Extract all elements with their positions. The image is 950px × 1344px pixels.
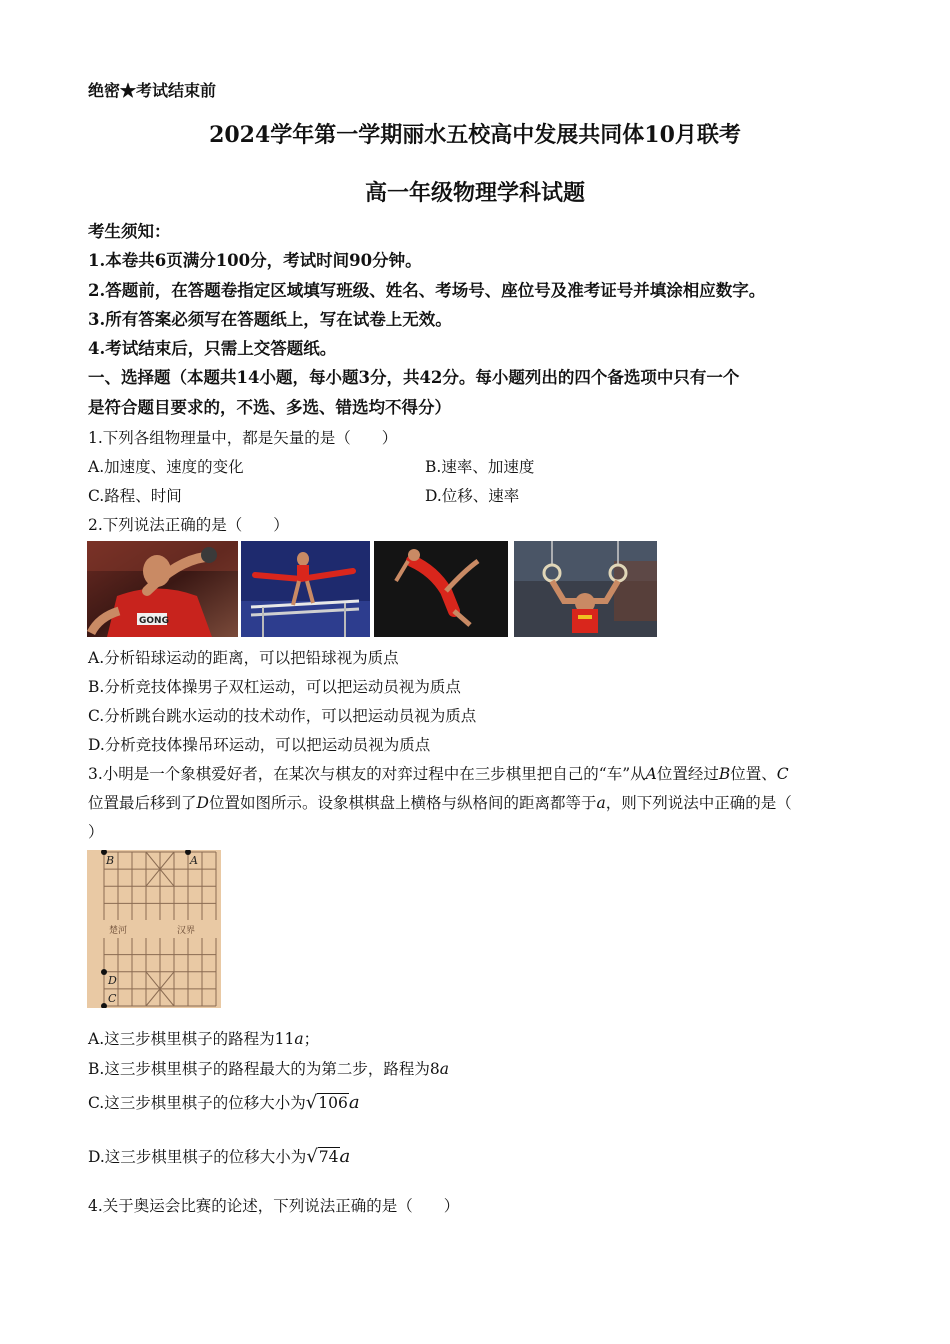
label-d: D xyxy=(108,974,117,987)
notice-item-3: 3.所有答案必须写在答题纸上，写在试卷上无效。 xyxy=(88,310,452,329)
q4-stem: 4.关于奥运会比赛的论述，下列说法正确的是（ ） xyxy=(88,1197,460,1215)
notice-heading: 考生须知： xyxy=(88,222,171,241)
diving-photo xyxy=(374,541,508,637)
label-b: B xyxy=(106,854,115,867)
rings-photo xyxy=(514,541,657,637)
jersey-text: GONG xyxy=(139,616,169,626)
sqrt-106: √106 xyxy=(305,1092,348,1113)
section-heading-line2: 是符合题目要求的，不选、多选、错选均不得分） xyxy=(88,398,451,417)
q3-stem-line1: 3.小明是一个象棋爱好者，在某次与棋友的对弈过程中在三步棋里把自己的“车”从A位置经过B位置、C xyxy=(88,765,789,783)
section-heading-line1: 一、选择题（本题共14小题，每小题3分，共42分。每小题列出的四个备选项中只有一个 xyxy=(88,368,740,387)
q2-option-d: D.分析竞技体操吊环运动，可以把运动员视为质点 xyxy=(88,736,431,754)
q3-option-b: B.这三步棋里棋子的路程最大的为第二步，路程为8a xyxy=(88,1060,449,1078)
river-left-label: 楚河 xyxy=(109,926,128,936)
q1-option-d: D.位移、速率 xyxy=(425,487,520,505)
shot-put-photo xyxy=(87,541,238,637)
exam-subtitle: 高一年级物理学科试题 xyxy=(364,180,585,206)
sqrt-74: √74 xyxy=(306,1146,339,1167)
point-d-dot xyxy=(101,969,107,975)
q1-stem: 1.下列各组物理量中，都是矢量的是（ ） xyxy=(88,429,398,447)
label-c: C xyxy=(108,992,117,1005)
chess-board-figure xyxy=(87,850,221,1008)
q1-option-c: C.路程、时间 xyxy=(88,487,182,505)
notice-item-2: 2.答题前，在答题卷指定区域填写班级、姓名、考场号、座位号及准考证号并填涂相应数字。 xyxy=(88,281,766,300)
q2-option-b: B.分析竞技体操男子双杠运动，可以把运动员视为质点 xyxy=(88,678,461,696)
q3-stem-line2: 位置最后移到了D位置如图所示。设象棋棋盘上横格与纵格间的距离都等于a，则下列说法中正确的是（ xyxy=(88,794,792,812)
q3-option-d: D.这三步棋里棋子的位移大小为√74a xyxy=(88,1146,351,1167)
q3-option-a: A.这三步棋里棋子的路程为11a； xyxy=(88,1030,320,1048)
q2-photos xyxy=(87,541,657,637)
label-a: A xyxy=(190,854,198,867)
q3-option-c: C.这三步棋里棋子的位移大小为√106a xyxy=(88,1092,360,1113)
river-right-label: 汉界 xyxy=(177,926,196,936)
q2-option-c: C.分析跳台跳水运动的技术动作，可以把运动员视为质点 xyxy=(88,707,477,725)
q2-stem: 2.下列说法正确的是（ ） xyxy=(88,516,289,534)
confidential-mark: 绝密★考试结束前 xyxy=(88,81,217,100)
q3-stem-line3: ） xyxy=(88,823,104,841)
parallel-bars-photo xyxy=(241,541,370,637)
notice-item-4: 4.考试结束后，只需上交答题纸。 xyxy=(88,339,337,358)
q1-option-b: B.速率、加速度 xyxy=(425,458,535,476)
notice-item-1: 1.本卷共6页满分100分，考试时间90分钟。 xyxy=(88,251,422,270)
q1-option-a: A.加速度、速度的变化 xyxy=(88,458,244,476)
exam-title: 2024学年第一学期丽水五校高中发展共同体10月联考 xyxy=(209,122,741,148)
q2-option-a: A.分析铅球运动的距离，可以把铅球视为质点 xyxy=(88,649,399,667)
